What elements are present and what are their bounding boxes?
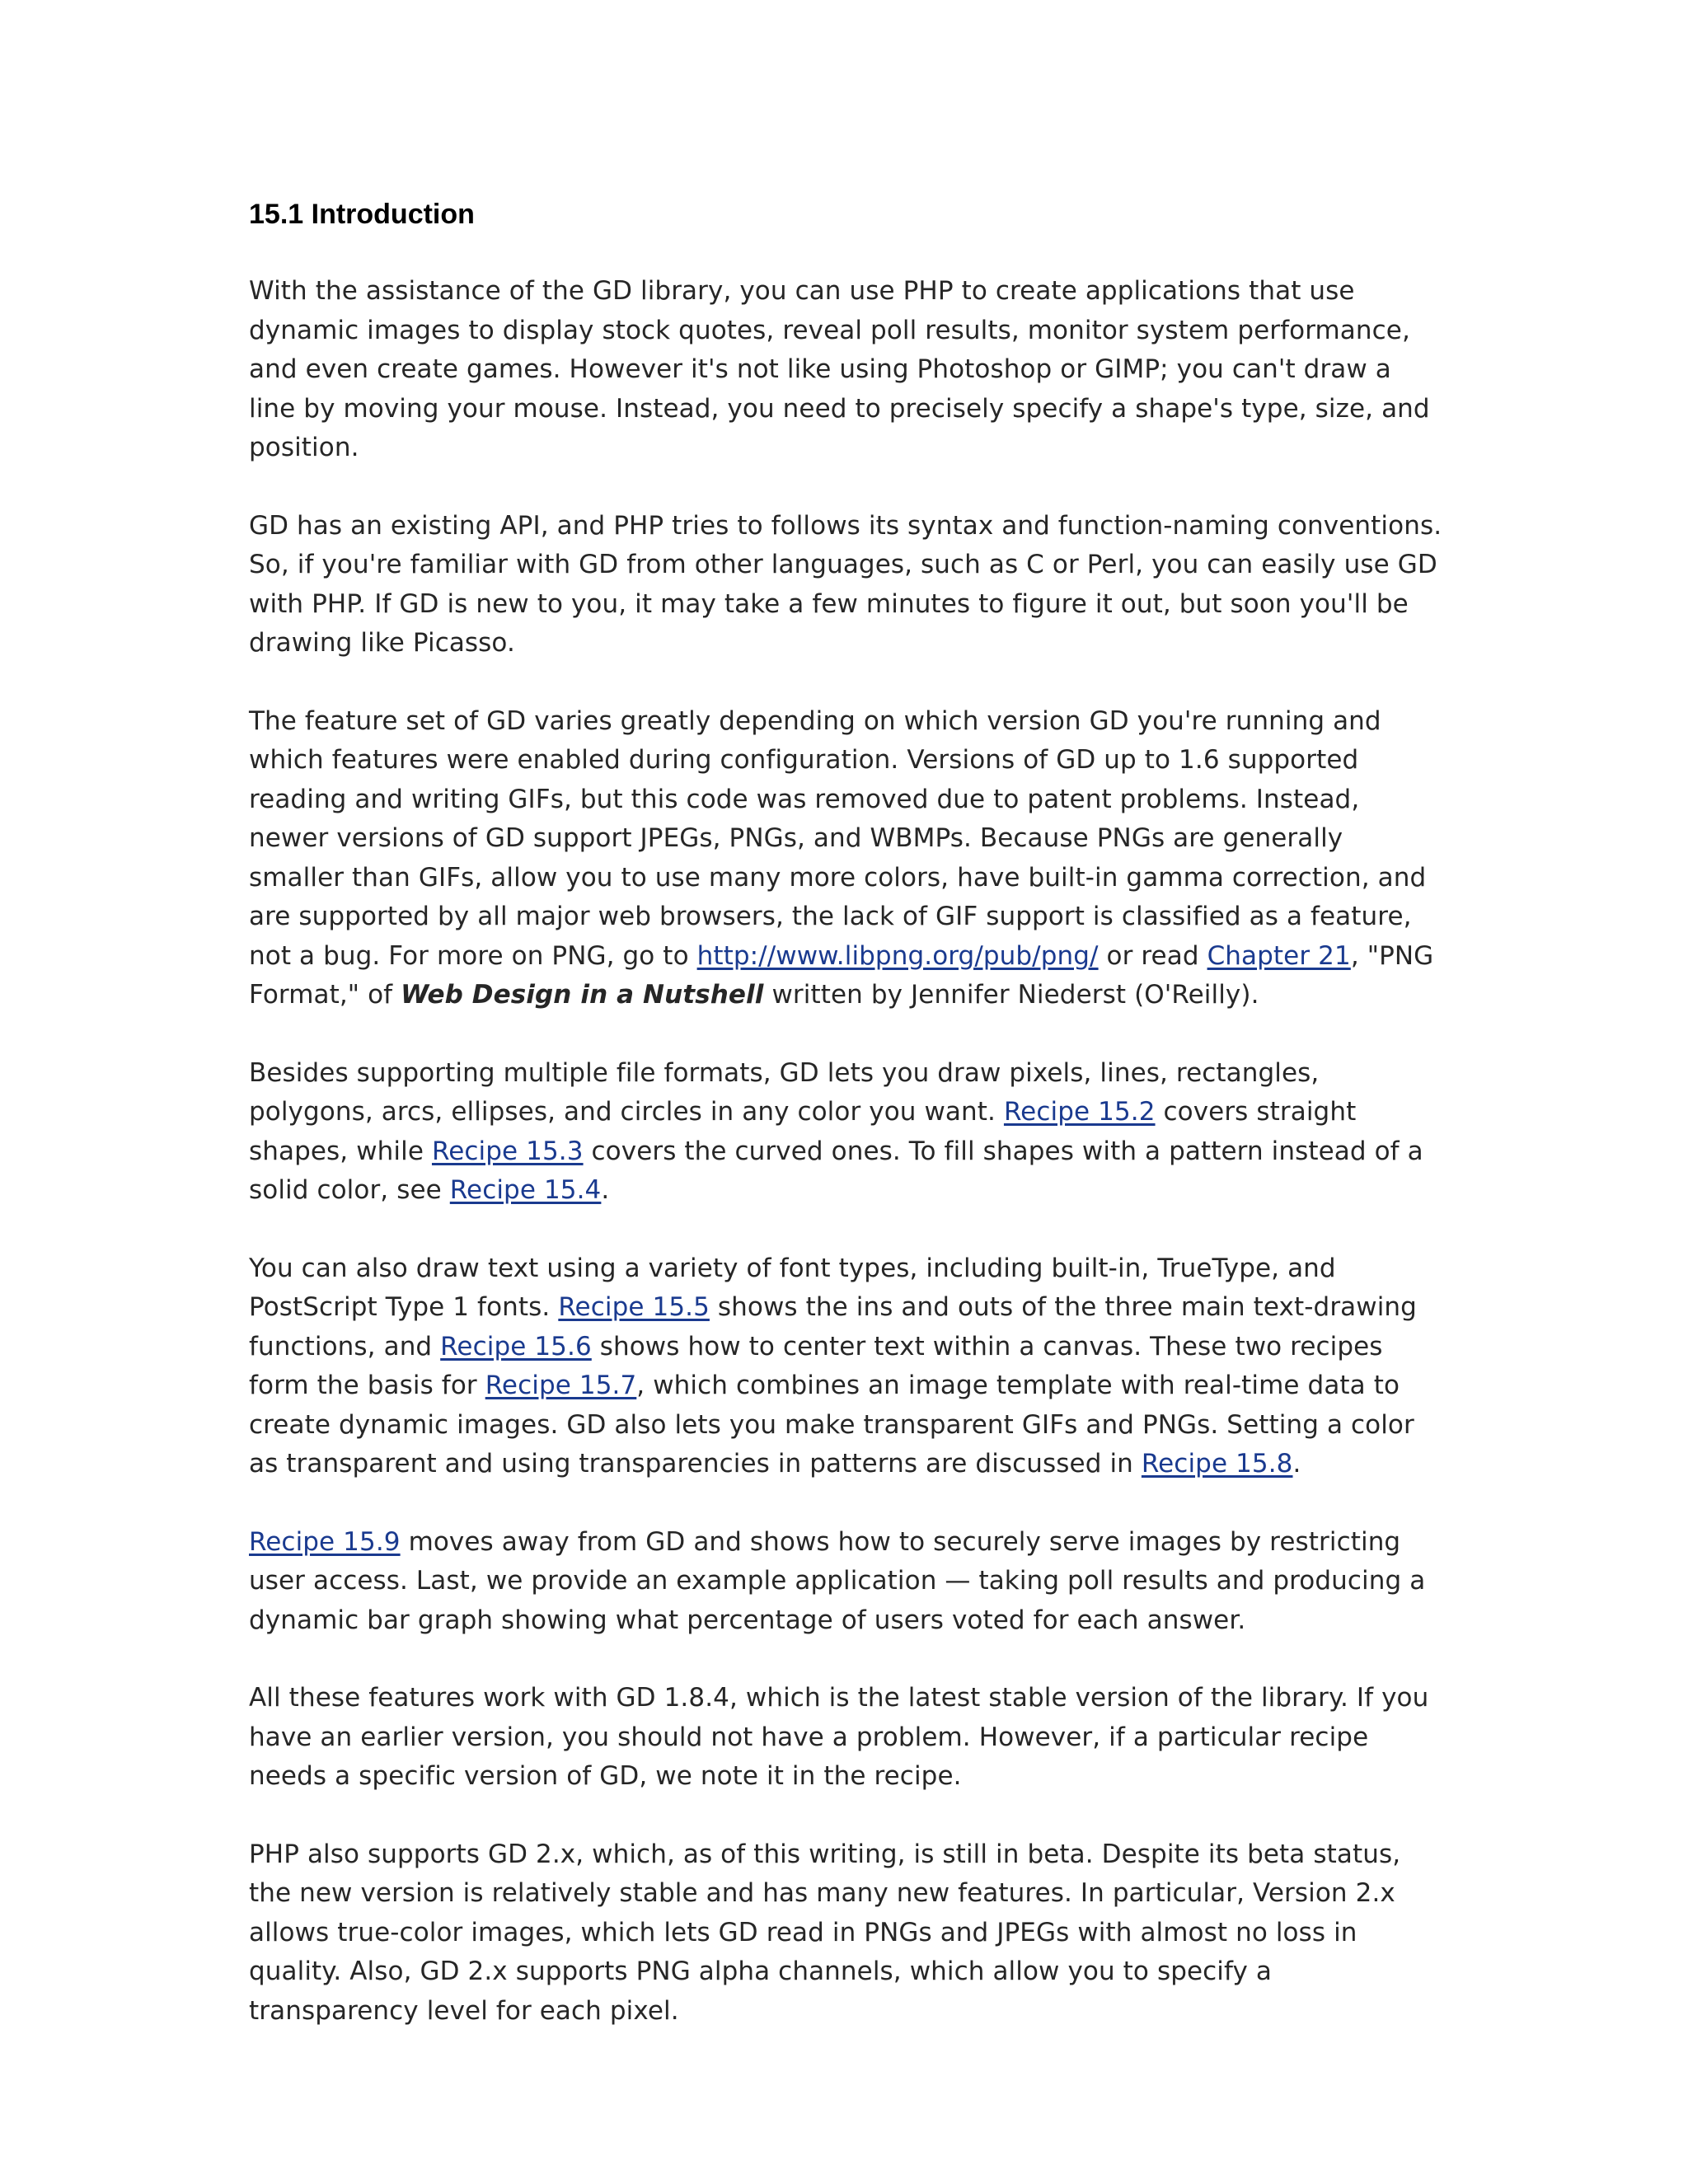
- paragraph-text: With the assistance of the GD library, you can use PHP to create applications that use dynamic images to display stock quotes, reveal poll results, monitor system performance, and even create games. However it's not like using Photoshop or GIMP; you can't draw a line by moving your mouse. Instead, you need to precisely specify a shape's type, size, and position.: [249, 276, 1430, 462]
- paragraph-text: or read: [1098, 940, 1207, 971]
- link-recipe-15-8[interactable]: Recipe 15.8: [1141, 1449, 1293, 1479]
- paragraph-text: covers straight shapes, while: [249, 1097, 1357, 1166]
- paragraph-feature-set: [249, 702, 1444, 1015]
- link-recipe-15-6[interactable]: Recipe 15.6: [440, 1331, 592, 1361]
- link-recipe-15-9[interactable]: Recipe 15.9: [249, 1526, 401, 1557]
- paragraph-text: Besides supporting multiple file formats, GD lets you draw pixels, lines, rectangles, polygons, arcs, ellipses, and circles in any color you want.: [249, 1057, 1320, 1127]
- link-recipe-15-2[interactable]: Recipe 15.2: [1003, 1097, 1156, 1127]
- paragraph-intro: [249, 272, 1444, 468]
- paragraph-text: shows how to center text within a canvas. These two recipes form the basis for: [249, 1331, 1383, 1400]
- paragraph-text: All these features work with GD 1.8.4, which is the latest stable version of the library. If you have an earlier version, you should not have a problem. However, if a particular recipe needs a specific version of GD, we note it in the recipe.: [249, 1683, 1429, 1791]
- paragraph-secure-images: [249, 1523, 1444, 1641]
- paragraph-text: .: [601, 1175, 610, 1205]
- paragraph-text: .: [1292, 1449, 1301, 1479]
- link-recipe-15-3[interactable]: Recipe 15.3: [431, 1136, 584, 1166]
- link-recipe-15-7[interactable]: Recipe 15.7: [485, 1371, 637, 1400]
- paragraph-shapes: [249, 1054, 1444, 1211]
- link-chapter-21[interactable]: Chapter 21: [1207, 940, 1351, 971]
- paragraph-text: , which combines an image template with real-time data to create dynamic images. GD also lets you make transparent GIFs and PNGs. Setting a color as transparent and using transparencies in patterns are discussed in: [249, 1371, 1414, 1479]
- paragraph-api: [249, 507, 1444, 663]
- paragraph-text: PHP also supports GD 2.x, which, as of this writing, is still in beta. Despite its beta status, the new version is relatively stable and has many new features. In particular, Version 2.x allows true-color images, which lets GD read in PNGs and JPEGs with almost no loss in quality. Also, GD 2.x supports PNG alpha channels, which allow you to specify a transparency level for each pixel.: [249, 1839, 1401, 2026]
- paragraph-text: GD has an existing API, and PHP tries to follows its syntax and function-naming conventions. So, if you're familiar with GD from other languages, such as C or Perl, you can easily use GD with PHP. If GD is new to you, it may take a few minutes to figure it out, but soon you'll be drawing like Picasso.: [249, 510, 1442, 658]
- paragraph-text-drawing: [249, 1249, 1444, 1484]
- paragraph-text: written by Jennifer Niederst (O'Reilly).: [763, 980, 1259, 1010]
- page-content: [249, 191, 1444, 2069]
- section-heading: 15.1 Introduction: [249, 199, 475, 230]
- paragraph-text: , "PNG Format," of: [249, 940, 1434, 1010]
- paragraph-text: covers the curved ones. To fill shapes with a pattern instead of a solid color, see: [249, 1136, 1423, 1205]
- book-title: Web Design in a Nutshell: [401, 980, 764, 1010]
- paragraph-text: shows the ins and outs of the three main text-drawing functions, and: [249, 1292, 1417, 1361]
- link-recipe-15-5[interactable]: Recipe 15.5: [558, 1292, 710, 1322]
- paragraph-gd-version: [249, 1679, 1444, 1797]
- paragraph-text: The feature set of GD varies greatly depending on which version GD you're running and which features were enabled during configuration. Versions of GD up to 1.6 supported reading and writing GIFs, but this code was removed due to patent problems. Instead, newer versions of GD support JPEGs, PNGs, and WBMPs. Because PNGs are generally smaller than GIFs, allow you to use many more colors, have built-in gamma correction, and are supported by all major web browsers, the lack of GIF support is classified as a feature, not a bug. For more on PNG, go to: [249, 705, 1427, 971]
- paragraph-text: You can also draw text using a variety of font types, including built-in, TrueType, and PostScript Type 1 fonts.: [249, 1253, 1336, 1322]
- paragraph-text: moves away from GD and shows how to securely serve images by restricting user access. Last, we provide an example application — taking poll results and producing a dynamic bar graph showing what percentage of users voted for each answer.: [249, 1526, 1426, 1635]
- link-libpng-url[interactable]: http://www.libpng.org/pub/png/: [696, 940, 1099, 971]
- link-recipe-15-4[interactable]: Recipe 15.4: [449, 1175, 602, 1205]
- paragraph-gd-2x: [249, 1835, 1444, 2032]
